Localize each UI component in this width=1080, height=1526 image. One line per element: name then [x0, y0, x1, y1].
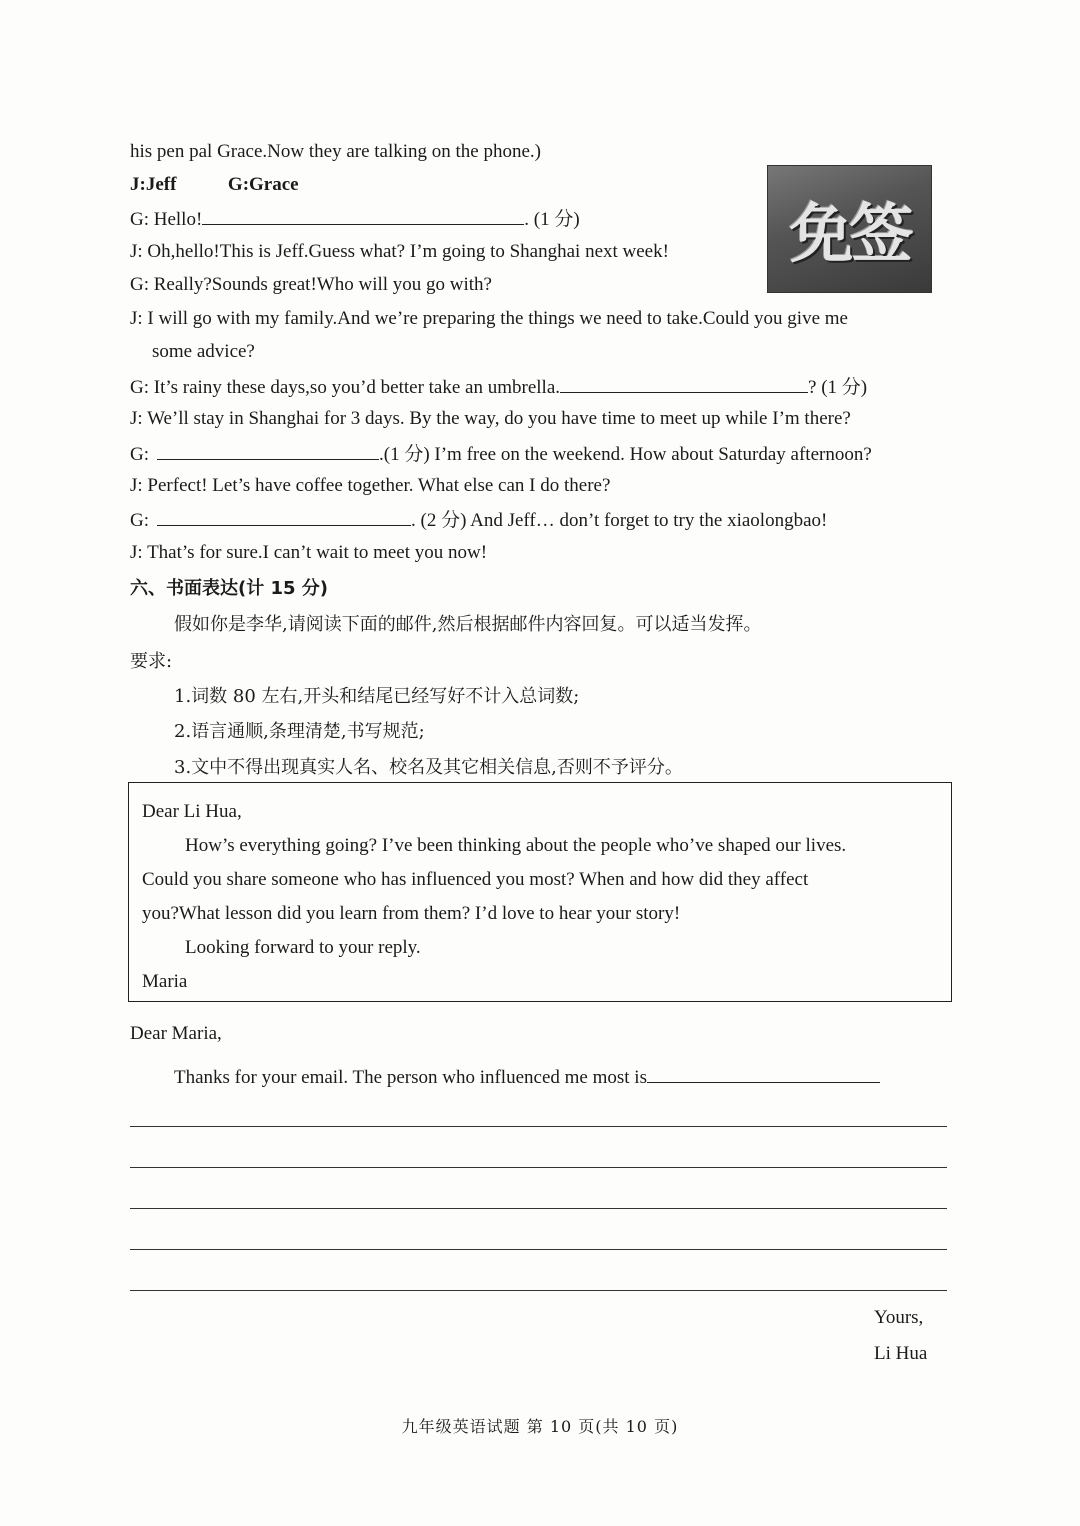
- writing-line[interactable]: [130, 1290, 947, 1291]
- dialogue-j3: J: We’ll stay in Shanghai for 3 days. By the way, do you have time to meet up while I’m there?: [130, 408, 851, 429]
- writing-line[interactable]: [130, 1249, 947, 1250]
- email-line-3: you?What lesson did you learn from them? I’d love to hear your story!: [142, 903, 681, 924]
- email-box: [128, 782, 952, 1002]
- reply-name: Li Hua: [874, 1343, 928, 1364]
- email-line-4: Looking forward to your reply.: [185, 937, 421, 958]
- answer-blank-3[interactable]: [157, 441, 379, 460]
- reply-closing: Yours,: [874, 1307, 924, 1328]
- email-line-2: Could you share someone who has influenced you most? When and how did they affect: [142, 869, 809, 890]
- dialogue-j1: J: Oh,hello!This is Jeff.Guess what? I’m going to Shanghai next week!: [130, 241, 669, 262]
- dialogue-g1: G: Hello! . (1 分): [130, 206, 580, 232]
- visa-free-stamp-image: [767, 165, 932, 293]
- email-line-1: How’s everything going? I’ve been thinking about the people who’ve shaped our lives.: [185, 835, 847, 856]
- answer-blank-1[interactable]: [202, 206, 524, 225]
- writing-instruction: 假如你是李华,请阅读下面的邮件,然后根据邮件内容回复。可以适当发挥。: [174, 614, 762, 635]
- requirement-3: 3.文中不得出现真实人名、校名及其它相关信息,否则不予评分。: [174, 757, 683, 778]
- page-footer: 九年级英语试题 第 10 页(共 10 页): [401, 1417, 679, 1436]
- section-title: 六、书面表达(计 15 分): [130, 578, 329, 599]
- reply-blank-start[interactable]: [647, 1064, 880, 1083]
- speaker-grace: G:Grace: [227, 174, 299, 195]
- dialogue-j2: J: I will go with my family.And we’re preparing the things we need to take.Could you give me: [130, 308, 848, 329]
- speaker-jeff: J:Jeff: [130, 174, 177, 195]
- requirement-1: 1.词数 80 左右,开头和结尾已经写好不计入总词数;: [174, 686, 580, 707]
- reply-opening: Thanks for your email. The person who influenced me most is: [174, 1064, 880, 1090]
- writing-line[interactable]: [130, 1167, 947, 1168]
- dialogue-j2-cont: some advice?: [152, 341, 255, 362]
- dialogue-j4: J: Perfect! Let’s have coffee together. What else can I do there?: [130, 475, 611, 496]
- writing-line[interactable]: [130, 1126, 947, 1127]
- speaker-legend: [130, 173, 299, 197]
- requirements-label: 要求:: [130, 651, 173, 672]
- dialogue-g4: G: .(1 分) I’m free on the weekend. How about Saturday afternoon?: [130, 441, 872, 467]
- answer-blank-4[interactable]: [157, 507, 411, 526]
- dialogue-g3: G: It’s rainy these days,so you’d better take an umbrella. ? (1 分): [130, 374, 867, 400]
- dialogue-g5: G: . (2 分) And Jeff… don’t forget to try the xiaolongbao!: [130, 507, 827, 533]
- dialogue-g2: G: Really?Sounds great!Who will you go with?: [130, 274, 492, 295]
- stamp-text: 免签: [789, 198, 910, 272]
- requirement-2: 2.语言通顺,条理清楚,书写规范;: [174, 721, 425, 742]
- dialogue-intro-tail: his pen pal Grace.Now they are talking on the phone.): [130, 141, 542, 162]
- dialogue-j5: J: That’s for sure.I can’t wait to meet you now!: [130, 542, 488, 563]
- email-signature: Maria: [142, 971, 188, 992]
- reply-greeting: Dear Maria,: [130, 1023, 222, 1044]
- email-greeting: Dear Li Hua,: [142, 801, 242, 822]
- writing-line[interactable]: [130, 1208, 947, 1209]
- answer-blank-2[interactable]: [560, 374, 808, 393]
